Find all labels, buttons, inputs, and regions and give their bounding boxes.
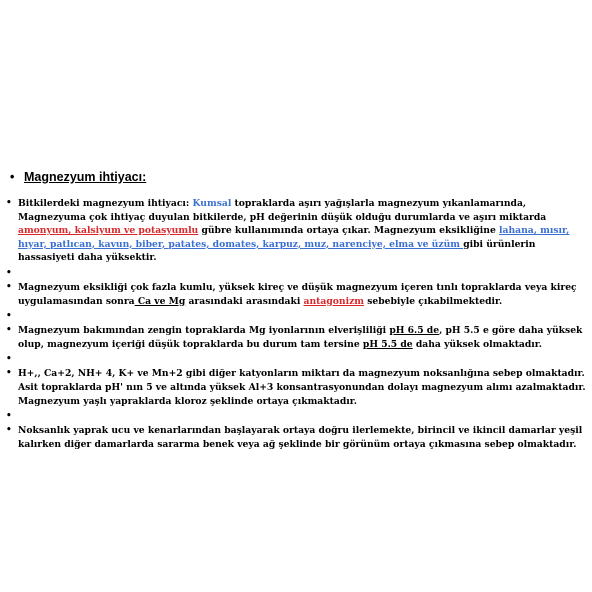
list-item [0,324,592,351]
p3-text-2: , pH 5.5 e göre daha yüksek olup, magnezyum içeriği düşük topraklarda bu durum tam tersine [18,325,583,350]
p2-text-1: Magnezyum eksikliği çok fazla kumlu, yüksek kireç ve düşük magnezyum içeren tınlı topraklarda veya kireç uygulamasından sonra [18,281,577,307]
p3-text-1: Magnezyum bakımından zengin topraklarda Mg iyonlarının elverişliliği [18,325,390,337]
bullet-dot: • [6,368,12,379]
bullet-dot: • [6,311,12,322]
bullet-dot: • [6,198,12,208]
p1-text-1: Bitkilerdeki magnezyum ihtiyacı: [18,198,193,209]
section-heading [10,170,146,184]
p2-text-2: arasındaki arasındaki [185,295,304,307]
bullet-dot: • [6,411,12,422]
empty-list-item [0,267,592,281]
bullet-dot: • [6,281,12,292]
p2-ca-mg: Ca ve Mg [134,295,186,307]
p4-text: H+,, Ca+2, NH+ 4, K+ ve Mn+2 gibi diğer katyonların miktarı da magnezyum noksanlığına sebep olmaktadır. Asit topraklarda pH' nın 5 ve altında yüksek Al+3 konsantrasyonundan dolayı magnezyum alımı azalmaktadır. Magnezyum yaşlı yapraklarda kloroz şeklinde ortaya çıkmaktadır. [18,368,586,407]
bullet-dot: • [6,354,12,365]
bullet-list [0,197,592,451]
empty-list-item [0,353,592,367]
bullet-dot: • [6,325,12,336]
bullet-dot: • [6,425,12,436]
p3-text-3: daha yüksek olmaktadır. [412,338,542,350]
p1-fertilizers: amonyum, kalsiyum ve potasyumlu [18,225,199,237]
p2-text-3: sebebiyle çıkabilmektedir. [364,295,503,307]
p1-text-2: topraklarda aşırı yağışlarla magnezyum yıkanlamarında, Magnezyuma çok ihtiyaç duyulan bitkilerde, pH değerinin düşük olduğu durumlarda ve aşırı miktarda [18,198,547,223]
p2-antagonizm: antagonizm [303,295,365,307]
p3-ph65: pH 6.5 de [389,325,440,337]
list-item [0,281,592,308]
p1-plants-link[interactable]: lahana, mısır, hıyar, patlıcan, kavun, biber, patates, domates, karpuz, muz, narenciye, elma ve üzüm [18,225,570,250]
empty-list-item [0,410,592,424]
heading-text: Magnezyum ihtiyacı: [24,170,147,184]
p5-text: Noksanlık yaprak ucu ve kenarlarından başlayarak ortaya doğru ilerlemekte, birincil ve ikincil damarlar yeşil kalırken diğer damarlarda sararma benek veya ağ şeklinde bir görünüm ortaya çıkmasına sebep olmaktadır. [18,425,583,450]
heading-bullet: • [10,170,15,184]
list-item [0,367,592,408]
list-item [0,424,592,451]
p1-text-4: gibi ürünlerin hassasiyeti daha yüksektir. [18,238,536,264]
p3-ph55: pH 5.5 de [362,338,413,350]
empty-list-item [0,310,592,324]
p1-kumsal: Kumsal [192,198,232,209]
list-item [0,197,592,265]
bullet-dot: • [6,267,12,278]
p1-text-3: gübre kullanımında ortaya çıkar. Magnezyum eksikliğine [198,225,500,237]
